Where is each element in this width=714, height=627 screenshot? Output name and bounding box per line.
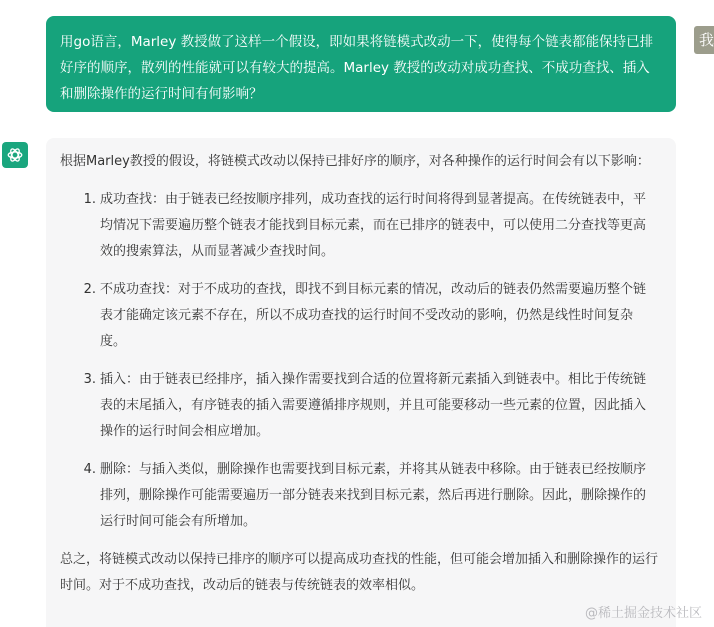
assistant-intro: 根据Marley教授的假设，将链模式改动以保持已排好序的顺序，对各种操作的运行时间会有以下影响： [60,154,650,169]
list-item-number: 2. [83,282,96,297]
user-avatar [694,26,714,54]
assistant-message-bubble [46,138,676,627]
user-message-bubble [46,16,676,112]
user-message-text: 用go语言，Marley 教授做了这样一个假设，即如果将链模式改动一下，使得每个链表都能保持已排好序的顺序，散列的性能就可以有较大的提高。Marley 教授的改动对成功查找、不成功查找、插入和删除操作的运行时间有何影响？ [60,34,654,102]
assistant-avatar [2,142,28,168]
list-item [60,277,662,355]
list-item-number: 1. [83,192,96,207]
assistant-outro: 总之，将链模式改动以保持已排序的顺序可以提高成功查找的性能，但可能会增加插入和删除操作的运行时间。对于不成功查找，改动后的链表与传统链表的效率相似。 [60,552,659,593]
list-item [60,367,662,445]
list-item-number: 4. [83,462,96,477]
list-item-text: 成功查找：由于链表已经按顺序排列，成功查找的运行时间将得到显著提高。在传统链表中，平均情况下需要遍历整个链表才能找到目标元素，而在已排序的链表中，可以使用二分查找等更高效的搜索算法，从而显著减少查找时间。 [100,192,647,259]
user-avatar-text: 我 [699,31,714,49]
list-item-text: 不成功查找：对于不成功的查找，即找不到目标元素的情况，改动后的链表仍然需要遍历整个链表才能确定该元素不存在，所以不成功查找的运行时间不受改动的影响，仍然是线性时间复杂度。 [100,282,647,349]
list-item-text: 插入：由于链表已经排序，插入操作需要找到合适的位置将新元素插入到链表中。相比于传统链表的末尾插入，有序链表的插入需要遵循排序规则，并且可能要移动一些元素的位置，因此插入操作的运行时间会相应增加。 [100,372,647,439]
openai-logo-icon [6,146,24,164]
list-item-text: 删除：与插入类似，删除操作也需要找到目标元素，并将其从链表中移除。由于链表已经按顺序排列，删除操作可能需要遍历一部分链表来找到目标元素，然后再进行删除。因此，删除操作的运行时间可能会有所增加。 [100,462,647,529]
list-item-number: 3. [83,372,96,387]
assistant-list [60,187,662,535]
list-item [60,187,662,265]
watermark: @稀土掘金技术社区 [584,606,702,621]
list-item [60,457,662,535]
